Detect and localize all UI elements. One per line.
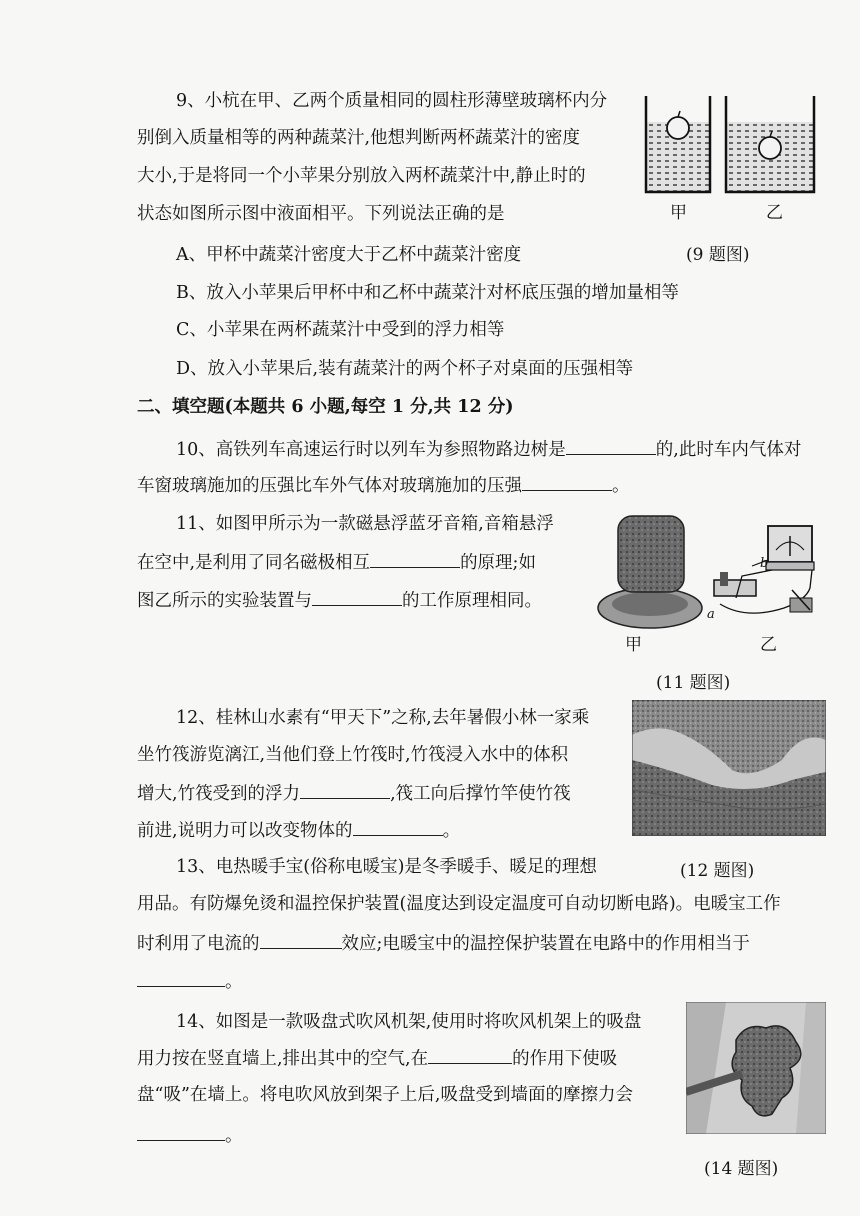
q12-text-3b: ,筏工向后撑竹竿使竹筏 <box>390 784 571 804</box>
q12-line-3 <box>137 780 571 806</box>
q9-option-d: D、放入小苹果后,装有蔬菜汁的两个杯子对桌面的压强相等 <box>176 359 634 379</box>
q11-caption: (11 题图) <box>656 673 731 693</box>
q11-blank-2[interactable] <box>312 587 402 606</box>
q11-text-3a: 图乙所示的实验装置与 <box>137 591 312 611</box>
q14-text-4b: 。 <box>225 1126 243 1146</box>
q14-line-3: 盘“吸”在墙上。将电吹风放到架子上后,吸盘受到墙面的摩擦力会 <box>137 1085 633 1105</box>
q9-option-a: A、甲杯中蔬菜汁密度大于乙杯中蔬菜汁密度 <box>176 245 522 265</box>
q11-text-3b: 的工作原理相同。 <box>402 591 542 611</box>
q12-caption: (12 题图) <box>680 861 755 881</box>
q9-option-c: C、小苹果在两杯蔬菜汁中受到的浮力相等 <box>176 320 505 340</box>
q9-cups-figure <box>640 92 820 202</box>
q9-option-b: B、放入小苹果后甲杯中和乙杯中蔬菜汁对杯底压强的增加量相等 <box>176 283 679 303</box>
q12-line-2: 坐竹筏游览漓江,当他们登上竹筏时,竹筏浸入水中的体积 <box>137 745 569 765</box>
q11-label-yi: 乙 <box>760 635 777 655</box>
q10-text-2b: 。 <box>612 476 630 496</box>
q11-text-2b: 的原理;如 <box>460 553 536 573</box>
q10-text-1a: 10、高铁列车高速运行时以列车为参照物路边树是 <box>176 440 566 460</box>
q11-blank-1[interactable] <box>370 549 460 568</box>
q9-label-jia: 甲 <box>670 203 687 223</box>
q9-stem-line-3: 大小,于是将同一个小苹果分别放入两杯蔬菜汁中,静止时的 <box>137 166 586 186</box>
q9-label-yi: 乙 <box>766 203 783 223</box>
q10-text-1b: 的,此时车内气体对 <box>655 440 802 460</box>
q13-line-4 <box>137 968 243 994</box>
q14-blank-1[interactable] <box>428 1045 512 1064</box>
q12-line-4 <box>137 817 460 843</box>
q10-blank-2[interactable] <box>522 472 612 491</box>
q14-holder-photo <box>686 1002 826 1134</box>
q12-blank-2[interactable] <box>353 817 443 836</box>
q13-text-3a: 时利用了电流的 <box>137 934 260 954</box>
q11-label-jia: 甲 <box>625 635 642 655</box>
q11-line-3 <box>137 587 542 613</box>
q12-landscape-photo <box>632 700 826 836</box>
q9-stem-line-1: 9、小杭在甲、乙两个质量相同的圆柱形薄壁玻璃杯内分 <box>176 91 608 111</box>
q12-text-4a: 前进,说明力可以改变物体的 <box>137 821 353 841</box>
q13-line-2: 用品。有防爆免烫和温控保护装置(温度达到设定温度可自动切断电路)。电暖宝工作 <box>137 894 781 914</box>
q11-line-1: 11、如图甲所示为一款磁悬浮蓝牙音箱,音箱悬浮 <box>176 514 554 534</box>
q14-text-2a: 用力按在竖直墙上,排出其中的空气,在 <box>137 1049 429 1069</box>
q11-letter-b: b <box>760 556 769 571</box>
q11-line-2 <box>137 549 536 575</box>
q12-text-3a: 增大,竹筏受到的浮力 <box>137 784 301 804</box>
q14-blank-2[interactable] <box>137 1122 225 1141</box>
q11-text-2a: 在空中,是利用了同名磁极相互 <box>137 553 371 573</box>
q9-stem-line-2: 别倒入质量相等的两种蔬菜汁,他想判断两杯蔬菜汁的密度 <box>137 128 581 148</box>
q12-text-4b: 。 <box>442 821 461 841</box>
q12-line-1: 12、桂林山水素有“甲天下”之称,去年暑假小林一家乘 <box>176 708 590 728</box>
q10-text-2a: 车窗玻璃施加的压强比车外气体对玻璃施加的压强 <box>137 476 522 496</box>
q9-caption: (9 题图) <box>686 245 750 265</box>
q11-letter-a: a <box>707 607 715 622</box>
q13-line-3 <box>137 930 750 956</box>
q14-line-4 <box>137 1122 243 1148</box>
q11-galvanometer-figure <box>706 520 826 630</box>
section-2-heading: 二、填空题(本题共 6 小题,每空 1 分,共 12 分) <box>137 397 514 417</box>
q14-line-1: 14、如图是一款吸盘式吹风机架,使用时将吹风机架上的吸盘 <box>176 1012 642 1032</box>
q13-text-4b: 。 <box>225 972 243 992</box>
q13-blank-2[interactable] <box>137 968 225 987</box>
q9-stem-line-4: 状态如图所示图中液面相平。下列说法正确的是 <box>137 204 505 224</box>
q13-line-1: 13、电热暖手宝(俗称电暖宝)是冬季暖手、暖足的理想 <box>176 857 597 877</box>
q13-blank-1[interactable] <box>260 930 342 949</box>
q14-caption: (14 题图) <box>704 1159 779 1179</box>
q10-line-2 <box>137 472 630 498</box>
q13-text-3b: 效应;电暖宝中的温控保护装置在电路中的作用相当于 <box>341 934 750 954</box>
q12-blank-1[interactable] <box>300 780 390 799</box>
q10-blank-1[interactable] <box>566 436 656 455</box>
q11-speaker-figure <box>595 508 705 638</box>
q14-line-2 <box>137 1045 617 1071</box>
q10-line-1 <box>176 436 801 462</box>
q14-text-2b: 的作用下使吸 <box>512 1049 618 1069</box>
